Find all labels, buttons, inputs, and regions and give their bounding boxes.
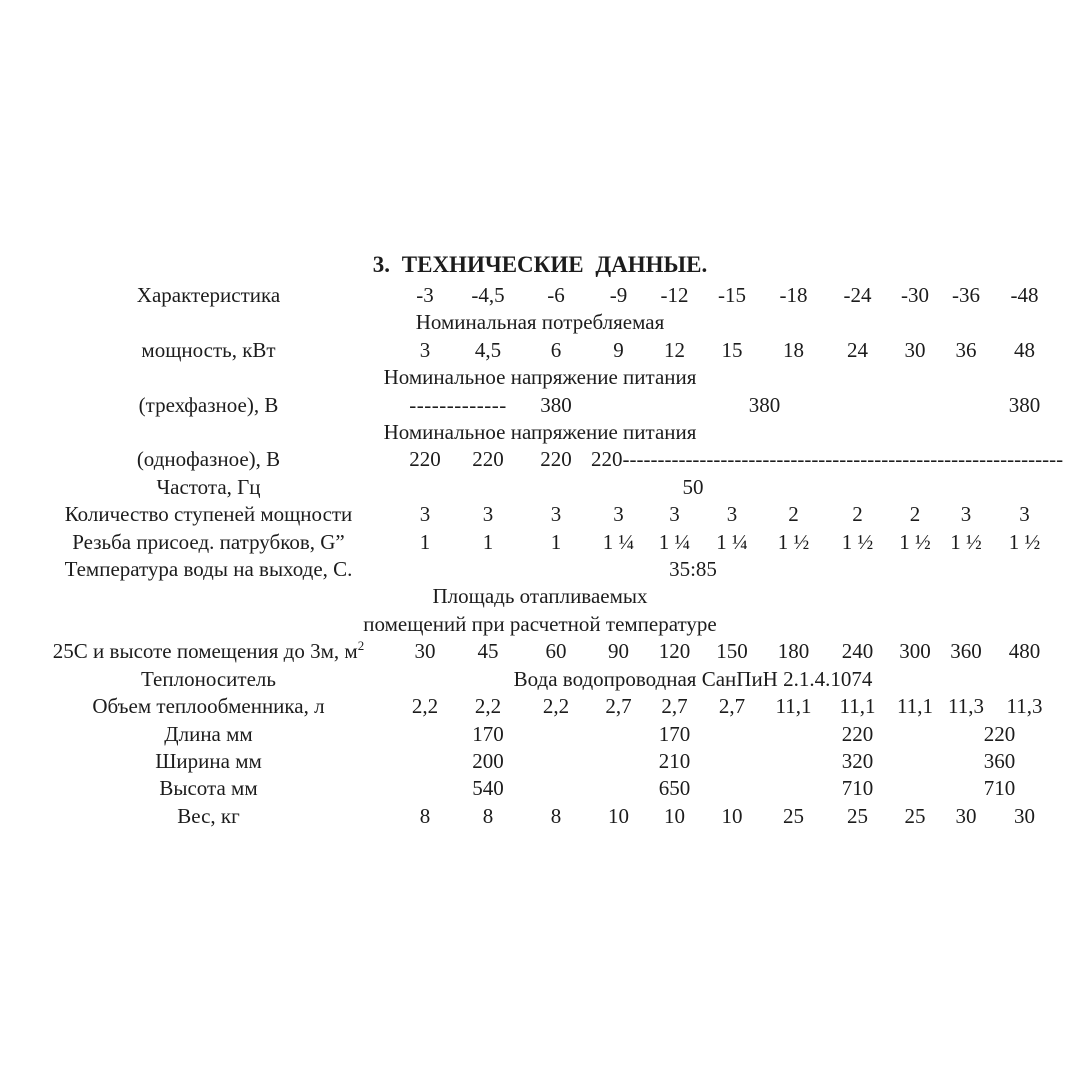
value-cell: 2,7 <box>718 694 746 719</box>
value-cell: 220 <box>540 447 572 472</box>
table-row-header <box>22 282 1058 309</box>
value-cell: 30 <box>414 639 436 664</box>
value-cell: 180 <box>777 639 810 664</box>
value-cell: 50 <box>682 474 704 499</box>
value-cell: 3 <box>1019 502 1030 527</box>
empty-cell <box>889 721 941 748</box>
value-cell: 36 <box>955 337 977 362</box>
table-row <box>22 364 1058 391</box>
value-cell: 1 ½ <box>1008 529 1041 554</box>
value-cell: 30 <box>1014 803 1035 828</box>
value-cell: 1 ½ <box>950 529 982 554</box>
value-cell: 2,2 <box>474 694 502 719</box>
value-cell: 8 <box>550 803 562 828</box>
value-cell: 11,3 <box>948 694 984 719</box>
value-cell: 710 <box>983 776 1016 801</box>
row-label-voltage3-line2: (трехфазное), В <box>138 392 279 417</box>
value-cell: 1 ¼ <box>658 529 691 554</box>
table-row <box>22 721 1058 748</box>
value-cell: 2,7 <box>605 694 632 719</box>
value-cell: 15 <box>721 337 743 362</box>
empty-cell <box>395 721 455 748</box>
value-cell: 200 <box>472 748 504 773</box>
page-title: 3. ТЕХНИЧЕСКИЕ ДАННЫЕ. <box>372 252 708 277</box>
table-row <box>22 474 1058 501</box>
row-label-power-line1: Номинальная потребляемая <box>415 310 665 335</box>
empty-cell <box>591 721 646 748</box>
table-row <box>22 529 1058 556</box>
value-cell: 300 <box>899 639 931 664</box>
column-header: -24 <box>843 283 872 307</box>
empty-cell <box>703 721 761 748</box>
table-row <box>22 611 1058 638</box>
empty-cell <box>591 392 646 419</box>
empty-cell <box>941 392 991 419</box>
value-cell: 3 <box>482 502 494 527</box>
column-header: -36 <box>952 283 980 307</box>
empty-cell <box>761 721 826 748</box>
value-cell: 24 <box>847 337 868 362</box>
table-row <box>22 419 1058 446</box>
empty-cell <box>991 556 1058 583</box>
value-cell: 3 <box>419 502 431 527</box>
value-cell: 1 ½ <box>899 529 931 554</box>
value-cell: 35:85 <box>669 557 717 582</box>
row-label-voltage1-line1: Номинальное напряжение питания <box>383 420 697 445</box>
value-cell: 1 <box>550 529 562 554</box>
row-label-frequency: Частота, Гц <box>156 474 261 499</box>
value-cell: 360 <box>983 748 1016 773</box>
value-cell: 1 <box>482 529 494 554</box>
empty-cell <box>591 775 646 802</box>
area-label-text: 25С и высоте помещения до 3м, м <box>52 639 358 664</box>
table-row <box>22 693 1058 720</box>
table-row <box>22 337 1058 364</box>
value-cell: 170 <box>472 721 504 746</box>
row-label-area-line3 <box>22 638 395 665</box>
row-label-weight: Вес, кг <box>177 803 240 828</box>
area-label-superscript: 2 <box>357 638 365 654</box>
value-cell: 1 ½ <box>841 529 874 554</box>
value-cell: 3 <box>550 502 562 527</box>
empty-cell <box>991 666 1058 693</box>
empty-cell <box>761 775 826 802</box>
column-header: -4,5 <box>471 283 505 307</box>
value-cell: 48 <box>1014 337 1035 362</box>
value-cell: 11,1 <box>775 694 812 719</box>
row-label-area-line1: Площадь отапливаемых <box>432 584 648 609</box>
value-cell: 25 <box>847 803 868 828</box>
value-cell: 650 <box>658 776 691 801</box>
row-label-volume: Объем теплообменника, л <box>92 694 325 719</box>
value-cell: 11,1 <box>897 694 933 719</box>
column-header: -6 <box>547 283 565 307</box>
table-row <box>22 583 1058 610</box>
value-cell: 8 <box>419 803 431 828</box>
empty-cell <box>521 748 591 775</box>
value-cell: 2 <box>788 502 799 527</box>
column-header: -9 <box>609 283 628 307</box>
value-cell: 11,3 <box>1006 694 1043 719</box>
table-row <box>22 775 1058 802</box>
value-cell: 8 <box>482 803 494 828</box>
table-row <box>22 501 1058 528</box>
value-cell: 120 <box>658 639 691 664</box>
empty-cell <box>395 775 455 802</box>
value-cell: 220 <box>983 721 1016 746</box>
value-cell: 220 <box>409 447 441 472</box>
value-cell: 380 <box>540 392 572 417</box>
value-cell: 9 <box>613 337 624 362</box>
row-label-power-steps: Количество ступеней мощности <box>64 502 353 527</box>
row-label-water-temp: Температура воды на выходе, С. <box>64 557 353 582</box>
row-label-voltage1-line2: (однофазное), В <box>136 447 281 472</box>
value-cell: 3 <box>960 502 972 527</box>
row-label-voltage3-line1: Номинальное напряжение питания <box>383 365 697 390</box>
column-header: -12 <box>660 283 689 307</box>
value-cell: 150 <box>716 639 748 664</box>
value-cell-with-dashes: 220--------------------------------------------------------------- <box>591 447 1064 472</box>
value-cell: 11,1 <box>839 694 876 719</box>
row-label-thread: Резьба присоед. патрубков, G” <box>72 529 345 554</box>
value-cell: 1 <box>419 529 431 554</box>
table-row <box>22 446 1058 473</box>
empty-cell <box>889 775 941 802</box>
column-header: -3 <box>416 283 434 307</box>
value-cell: 3 <box>669 502 680 527</box>
empty-cell <box>521 775 591 802</box>
value-cell: 1 ¼ <box>602 529 635 554</box>
value-cell: 90 <box>608 639 629 664</box>
value-cell: 45 <box>477 639 499 664</box>
value-cell: 710 <box>841 776 874 801</box>
value-cell: 3 <box>726 502 738 527</box>
value-cell: 170 <box>658 721 691 746</box>
table-row <box>22 392 1058 419</box>
value-cell: 2,2 <box>411 694 439 719</box>
column-header: -48 <box>1010 283 1039 307</box>
table-row <box>22 309 1058 336</box>
value-cell: 1 ¼ <box>716 529 748 554</box>
technical-data-table <box>22 282 1064 830</box>
empty-cell <box>703 775 761 802</box>
value-cell: 10 <box>721 803 743 828</box>
value-cell: 2 <box>852 502 863 527</box>
value-cell: 25 <box>783 803 804 828</box>
table-row <box>22 638 1058 665</box>
value-cell: 6 <box>550 337 562 362</box>
value-cell: 380 <box>1008 392 1041 417</box>
value-cell: 1 ½ <box>777 529 810 554</box>
value-cell: 320 <box>841 748 874 773</box>
value-cell: 25 <box>904 803 926 828</box>
column-header: -18 <box>779 283 808 307</box>
no-value-dashes: ------------- <box>409 392 507 417</box>
value-cell: 3 <box>419 337 431 362</box>
value-cell: 18 <box>783 337 804 362</box>
empty-cell <box>646 392 703 419</box>
value-cell: 10 <box>608 803 629 828</box>
value-cell: 30 <box>904 337 926 362</box>
value-cell: 3 <box>613 502 624 527</box>
empty-cell <box>395 748 455 775</box>
value-cell: 2,7 <box>661 694 688 719</box>
table-row <box>22 748 1058 775</box>
value-cell: 380 <box>748 392 781 417</box>
empty-cell <box>991 474 1058 501</box>
value-cell: 220 <box>841 721 874 746</box>
empty-cell <box>826 392 889 419</box>
column-header: -30 <box>901 283 929 307</box>
value-cell: 220 <box>472 447 504 472</box>
empty-cell <box>521 721 591 748</box>
empty-cell <box>889 392 941 419</box>
row-label-length: Длина мм <box>164 721 253 746</box>
value-cell: 60 <box>545 639 567 664</box>
value-cell: 30 <box>955 803 977 828</box>
value-cell: 540 <box>472 776 504 801</box>
table-row <box>22 666 1058 693</box>
row-label-coolant: Теплоноситель <box>141 666 276 691</box>
empty-cell <box>761 748 826 775</box>
value-cell: 10 <box>664 803 685 828</box>
value-cell: 210 <box>658 748 691 773</box>
table-row <box>22 803 1058 830</box>
value-cell: 360 <box>950 639 982 664</box>
value-cell: 4,5 <box>474 337 502 362</box>
empty-cell <box>703 748 761 775</box>
row-label-area-line2: помещений при расчетной температуре <box>363 611 717 636</box>
value-cell: 2,2 <box>542 694 570 719</box>
value-cell: 2 <box>909 502 921 527</box>
value-cell: 240 <box>841 639 874 664</box>
value-cell: Вода водопроводная СанПиН 2.1.4.1074 <box>513 666 873 691</box>
row-label-characteristic: Характеристика <box>136 283 281 307</box>
value-cell: 480 <box>1008 639 1041 664</box>
row-label-power-line2: мощность, кВт <box>141 337 276 362</box>
row-label-width: Ширина мм <box>155 748 262 773</box>
empty-cell <box>889 748 941 775</box>
empty-cell <box>591 748 646 775</box>
value-cell: 12 <box>664 337 685 362</box>
table-row <box>22 556 1058 583</box>
row-label-height: Высота мм <box>159 776 258 801</box>
column-header: -15 <box>718 283 746 307</box>
